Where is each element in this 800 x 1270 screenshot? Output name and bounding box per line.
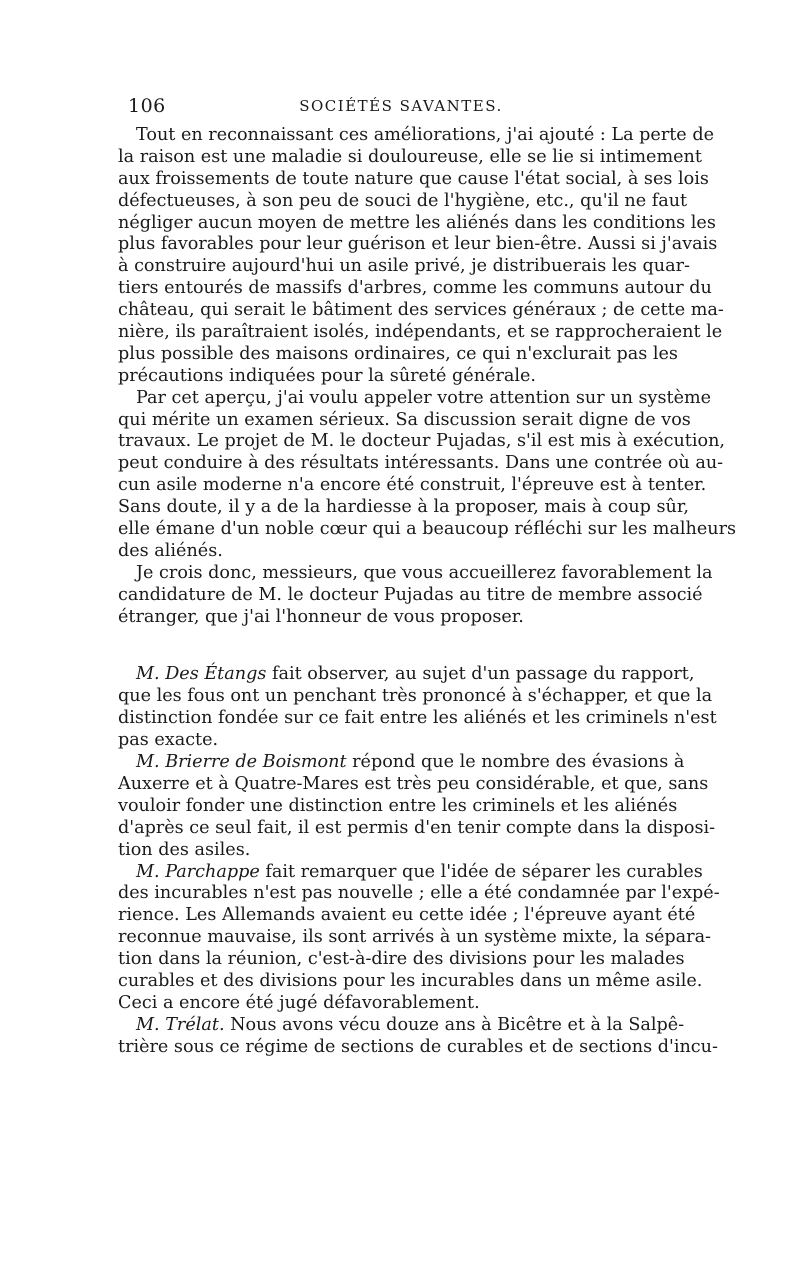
speaker-paragraph <box>118 752 716 861</box>
speaker-name: M. Trélat. <box>136 1014 225 1035</box>
text-line: la raison est une maladie si douloureuse, elle se lie si intimement <box>118 146 702 167</box>
text-line <box>118 752 685 774</box>
text-line: nière, ils paraîtraient isolés, indépendants, et se rapprocheraient le <box>118 322 723 343</box>
text-line: étranger, que j'ai l'honneur de vous proposer. <box>118 606 524 627</box>
speaker-paragraph <box>118 1014 718 1059</box>
text-line: précautions indiquées pour la sûreté générale. <box>118 365 536 386</box>
text-line: plus favorables pour leur guérison et leur bien-être. Aussi si j'avais <box>118 234 718 255</box>
text-line <box>118 1014 685 1037</box>
text-line: trière sous ce régime de sections de curables et de sections d'incu- <box>118 1036 718 1057</box>
text-line: plus possible des maisons ordinaires, ce qui n'exclurait pas les <box>118 343 678 364</box>
line-text: répond que le nombre des évasions à <box>346 752 685 773</box>
text-line: à construire aujourd'hui un asile privé, je distribuerais les quar- <box>118 256 690 277</box>
text-line: des incurables n'est pas nouvelle ; elle a été condamnée par l'expé- <box>118 883 720 904</box>
text-line: château, qui serait le bâtiment des services généraux ; de cette ma- <box>118 300 724 321</box>
speaker-name: M. Parchappe <box>136 861 260 882</box>
text-line <box>118 861 703 884</box>
text-line: qui mérite un examen sérieux. Sa discussion serait digne de vos <box>118 409 691 430</box>
text-line: défectueuses, à son peu de souci de l'hygiène, etc., qu'il ne faut <box>118 190 688 211</box>
page-number: 106 <box>128 95 166 117</box>
speaker-paragraph <box>118 861 720 1015</box>
text-line: elle émane d'un noble cœur qui a beaucoup réfléchi sur les malheurs <box>118 519 737 540</box>
text-line: Ceci a encore été jugé défavorablement. <box>118 992 480 1013</box>
speaker-name: M. Des Étangs <box>136 664 267 685</box>
page-header <box>128 95 674 121</box>
text-line: d'après ce seul fait, il est permis d'en tenir compte dans la disposi- <box>118 817 716 838</box>
text-line: Tout en reconnaissant ces améliorations, j'ai ajouté : La perte de <box>136 125 714 145</box>
text-line: Sans doute, il y a de la hardiesse à la proposer, mais à coup sûr, <box>118 497 689 518</box>
text-line: Par cet aperçu, j'ai voulu appeler votre attention sur un système <box>136 387 712 408</box>
text-line: que les fous ont un penchant très prononcé à s'échapper, et que la <box>118 686 713 707</box>
speaker-name: M. Brierre de Boismont <box>136 752 347 773</box>
text-line: rience. Les Allemands avaient eu cette idée ; l'épreuve ayant été <box>118 905 696 926</box>
text-line: tion des asiles. <box>118 839 251 860</box>
section-gap <box>118 628 674 664</box>
page-body <box>118 125 737 1059</box>
running-title: SOCIÉTÉS SAVANTES. <box>299 97 503 115</box>
line-text: fait observer, au sujet d'un passage du rapport, <box>266 664 695 685</box>
text-line: curables et des divisions pour les incurables dans un même asile. <box>118 970 703 991</box>
paragraph <box>118 125 724 388</box>
text-line: Auxerre et à Quatre-Mares est très peu considérable, et que, sans <box>118 773 709 794</box>
paragraph <box>118 387 737 563</box>
text-line: des aliénés. <box>118 540 223 561</box>
line-text: Nous avons vécu douze ans à Bicêtre et à la Salpê- <box>224 1014 685 1035</box>
text-line: tiers entourés de massifs d'arbres, comme les communs autour du <box>118 278 712 299</box>
text-line: aux froissements de toute nature que cause l'état social, à ses lois <box>118 168 709 189</box>
text-line: pas exacte. <box>118 730 219 751</box>
text-line: candidature de M. le docteur Pujadas au titre de membre associé <box>118 584 703 605</box>
text-line: travaux. Le projet de M. le docteur Pujadas, s'il est mis à exécution, <box>118 431 725 452</box>
text-line: Je crois donc, messieurs, que vous accueillerez favorablement la <box>136 562 713 583</box>
line-text: fait remarquer que l'idée de séparer les curables <box>259 861 703 882</box>
text-line: reconnue mauvaise, ils sont arrivés à un système mixte, la sépara- <box>118 927 711 948</box>
text-line: vouloir fonder une distinction entre les criminels et les aliénés <box>118 795 678 816</box>
text-line: cun asile moderne n'a encore été construit, l'épreuve est à tenter. <box>118 475 707 496</box>
text-line <box>118 664 695 686</box>
text-line: distinction fondée sur ce fait entre les aliénés et les criminels n'est <box>118 708 717 729</box>
speaker-paragraph <box>118 664 717 752</box>
paragraph <box>118 562 713 629</box>
text-line: négliger aucun moyen de mettre les aliénés dans les conditions les <box>118 212 716 233</box>
text-line: tion dans la réunion, c'est-à-dire des divisions pour les malades <box>118 949 685 970</box>
text-line: peut conduire à des résultats intéressants. Dans une contrée où au- <box>118 453 724 474</box>
